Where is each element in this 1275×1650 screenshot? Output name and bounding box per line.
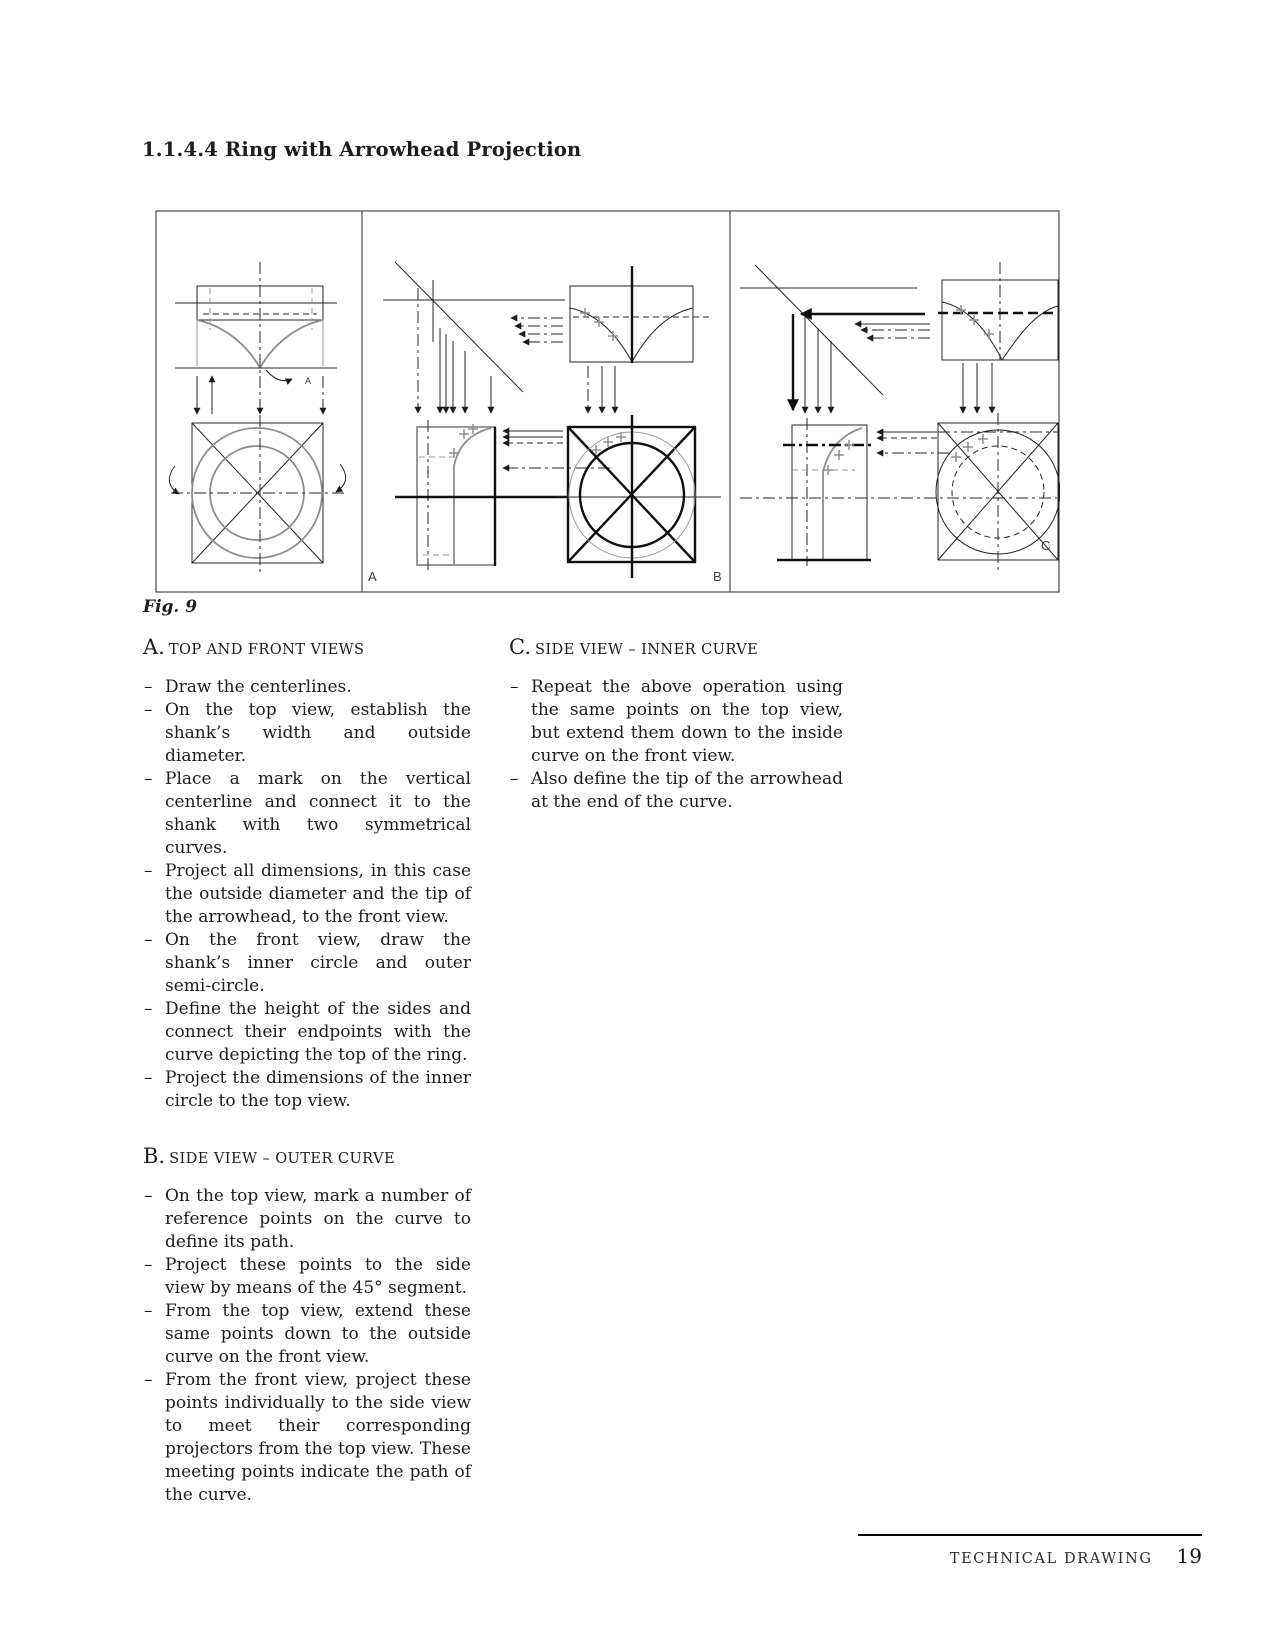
panel-label-a: A (368, 569, 377, 584)
section-c (509, 634, 843, 814)
list-dash: – (144, 1370, 153, 1390)
panel-c-drawing (740, 262, 1060, 574)
panel-a-drawing (169, 262, 345, 576)
instruction-item (509, 768, 843, 814)
section-b (143, 1143, 471, 1507)
footer-rule (858, 1534, 1202, 1536)
panel-label-b: B (713, 569, 722, 584)
list-dash: – (144, 1301, 153, 1321)
instruction-item (143, 1369, 471, 1507)
instruction-item (143, 676, 471, 699)
instruction-text: On the top view, establish the shank’s width and outside diameter. (165, 700, 471, 766)
instruction-text: From the front view, project these points individually to the side view to meet their corresponding projectors from the top view. These meeting points indicate the path of the curve. (165, 1370, 471, 1505)
section-c-title: SIDE VIEW – INNER CURVE (535, 641, 759, 658)
section-a (143, 634, 471, 1113)
column-left (143, 634, 471, 1537)
instruction-item (143, 998, 471, 1067)
instruction-text: Define the height of the sides and connect their endpoints with the curve depicting the top of the ring. (165, 999, 471, 1065)
instruction-text: From the top view, extend these same points down to the outside curve on the front view. (165, 1301, 471, 1367)
section-a-title: TOP AND FRONT VIEWS (168, 641, 365, 658)
list-dash: – (144, 999, 153, 1019)
list-dash: – (144, 700, 153, 720)
page-title: 1.1.4.4 Ring with Arrowhead Projection (142, 138, 582, 161)
instruction-text: Repeat the above operation using the same points on the top view, but extend them down to the inside curve on the front view. (531, 677, 843, 766)
list-dash: – (144, 1186, 153, 1206)
list-dash: – (510, 677, 519, 697)
section-c-letter: C. (509, 635, 531, 659)
instruction-item (143, 1300, 471, 1369)
list-dash: – (144, 769, 153, 789)
section-b-title: SIDE VIEW – OUTER CURVE (169, 1150, 395, 1167)
list-dash: – (510, 769, 519, 789)
footer (858, 1544, 1202, 1568)
instruction-item (143, 1254, 471, 1300)
instruction-text: Project the dimensions of the inner circle to the top view. (165, 1068, 471, 1111)
section-a-letter: A. (143, 635, 165, 659)
section-b-list (143, 1185, 471, 1507)
list-dash: – (144, 677, 153, 697)
section-b-heading (143, 1143, 471, 1171)
section-c-heading (509, 634, 843, 662)
instruction-item (143, 768, 471, 860)
section-b-letter: B. (143, 1144, 166, 1168)
instruction-item (143, 699, 471, 768)
section-c-list (509, 676, 843, 814)
panel-label-c: C (1041, 538, 1051, 553)
instruction-item (143, 1185, 471, 1254)
instruction-item (143, 929, 471, 998)
detail-marker-a: A (305, 376, 312, 386)
figure-9 (155, 210, 1060, 593)
column-right (509, 634, 843, 844)
instruction-text: Project these points to the side view by means of the 45° segment. (165, 1255, 471, 1298)
page-number: 19 (1176, 1544, 1202, 1568)
footer-label: TECHNICAL DRAWING (949, 1551, 1153, 1567)
instruction-text: Project all dimensions, in this case the outside diameter and the tip of the arrowhead, to the front view. (165, 861, 471, 927)
instruction-item (509, 676, 843, 768)
list-dash: – (144, 1255, 153, 1275)
instruction-item (143, 1067, 471, 1113)
instruction-text: Draw the centerlines. (165, 677, 352, 697)
instruction-text: On the top view, mark a number of reference points on the curve to define its path. (165, 1186, 471, 1252)
list-dash: – (144, 930, 153, 950)
instruction-text: Place a mark on the vertical centerline and connect it to the shank with two symmetrical curves. (165, 769, 471, 858)
instruction-text: On the front view, draw the shank’s inner circle and outer semi-circle. (165, 930, 471, 996)
panel-b-drawing (383, 262, 721, 578)
instruction-text: Also define the tip of the arrowhead at the end of the curve. (531, 769, 843, 812)
instruction-item (143, 860, 471, 929)
figure-frame (156, 211, 1059, 592)
section-a-heading (143, 634, 471, 662)
list-dash: – (144, 1068, 153, 1088)
figure-caption: Fig. 9 (143, 597, 198, 617)
list-dash: – (144, 861, 153, 881)
figure-drawing (155, 210, 1060, 593)
section-a-list (143, 676, 471, 1113)
